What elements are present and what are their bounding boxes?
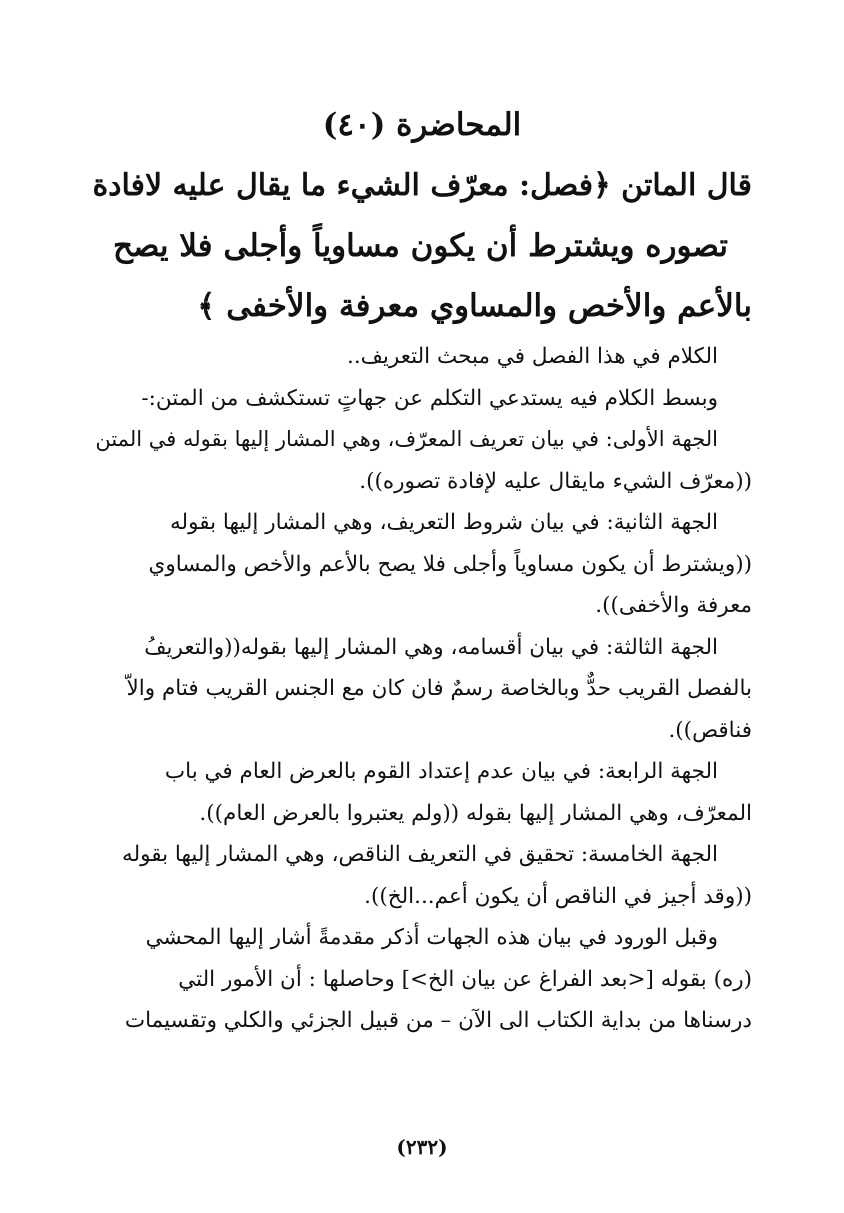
body-line: فناقص)).	[668, 717, 752, 743]
body-line: الجهة الثالثة: في بيان أقسامه، وهي المشار إليها بقوله((والتعريفُ	[144, 634, 718, 660]
body-line: الجهة الأولى: في بيان تعريف المعرّف، وهي المشار إليها بقوله في المتن	[95, 427, 718, 451]
body-line: وبسط الكلام فيه يستدعي التكلم عن جهاتٍ تستكشف من المتن:-	[141, 385, 718, 411]
book-page	[92, 0, 752, 1213]
body-line: الجهة الثانية: في بيان شروط التعريف، وهي المشار إليها بقوله	[170, 510, 718, 535]
body-line: الجهة الرابعة: في بيان عدم إعتداد القوم بالعرض العام في باب	[164, 759, 718, 784]
body-line: (ره) بقوله [<بعد الفراغ عن بيان الخ>] وحاصلها : أن الأمور التي	[178, 966, 752, 992]
body-line: معرفة والأخفى)).	[595, 593, 752, 618]
matn-line: بالأعم والأخص والمساوي معرفة والأخفى ﴾	[197, 288, 752, 324]
body-line: المعرّف، وهي المشار إليها بقوله ((ولم يعتبروا بالعرض العام)).	[199, 800, 752, 826]
matn-quote	[92, 156, 752, 336]
body-line: الجهة الخامسة: تحقيق في التعريف الناقص، وهي المشار إليها بقوله	[122, 842, 718, 867]
body-line: ((معرّف الشيء مايقال عليه لإفادة تصوره)).	[359, 468, 752, 494]
body-line: درسناها من بداية الكتاب الى الآن – من قبيل الجزئي والكلي وتقسيمات	[124, 1008, 752, 1033]
matn-line: تصوره ويشترط أن يكون مساوياً وأجلى فلا يصح	[112, 228, 728, 264]
commentary-body	[92, 336, 752, 1042]
body-line: وقبل الورود في بيان هذه الجهات أذكر مقدمةً أشار إليها المحشي	[145, 925, 718, 950]
body-line: بالفصل القريب حدٌّ وبالخاصة رسمٌ فان كان مع الجنس القريب فتام والاّ	[126, 676, 752, 701]
body-line: الكلام في هذا الفصل في مبحث التعريف..	[346, 344, 718, 369]
body-line: ((وقد أجيز في الناقص أن يكون أعم...الخ)).	[364, 883, 752, 909]
matn-line: قال الماتن ﴿فصل: معرّف الشيء ما يقال عليه لافادة	[92, 168, 752, 203]
lecture-title: المحاضرة (٤٠)	[322, 107, 522, 143]
page-number: (٢٣٢)	[396, 1135, 448, 1159]
body-line: ((ويشترط أن يكون مساوياً وأجلى فلا يصح بالأعم والأخص والمساوي	[148, 551, 752, 577]
